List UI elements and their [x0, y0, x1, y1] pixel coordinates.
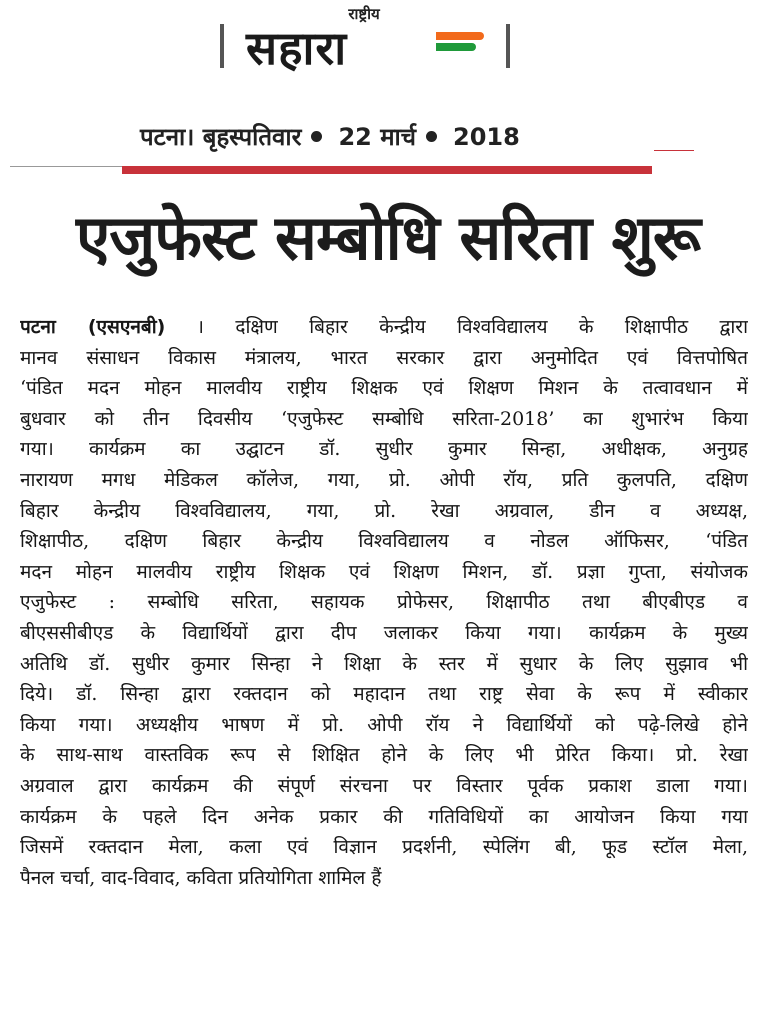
- masthead-big-title: सहारा: [246, 21, 348, 75]
- article-line: किया गया। अध्यक्षीय भाषण में प्रो. ओपी रॉय ने विद्यार्थियों को पढ़े-लिखे होने: [20, 713, 748, 736]
- masthead-small-title: राष्ट्रीय: [348, 5, 380, 23]
- article-line: शिक्षापीठ, दक्षिण बिहार केन्द्रीय विश्वविद्यालय व नोडल ऑफिसर, ‘पंडित: [20, 530, 748, 553]
- article-line: पैनल चर्चा, वाद-विवाद, कविता प्रतियोगिता शामिल हैं: [20, 866, 382, 889]
- bullet-dot-icon: [311, 131, 322, 142]
- article-line: नारायण मगध मेडिकल कॉलेज, गया, प्रो. ओपी रॉय, प्रति कुलपति, दक्षिण: [20, 468, 748, 491]
- article-line: मानव संसाधन विकास मंत्रालय, भारत सरकार द्वारा अनुमोदित एवं वित्तपोषित: [20, 346, 748, 369]
- article-line: ‘पंडित मदन मोहन मालवीय राष्ट्रीय शिक्षक एवं शिक्षण मिशन के तत्वावधान में: [20, 377, 748, 400]
- divider-thin-left: [10, 166, 122, 167]
- article-line: बुधवार को तीन दिवसीय ‘एजुफेस्ट सम्बोधि सरिता-2018’ का शुभारंभ किया: [20, 407, 748, 430]
- article-line: [20, 312, 748, 343]
- article-line: दिये। डॉ. सिन्हा द्वारा रक्तदान को महादान तथा राष्ट्र सेवा के रूप में स्वीकार: [20, 683, 748, 706]
- dateline-day: बृहस्पतिवार: [202, 123, 302, 151]
- article-line-text: । दक्षिण बिहार केन्द्रीय विश्वविद्यालय के शिक्षापीठ द्वारा: [196, 316, 748, 338]
- article-line: गया। कार्यक्रम का उद्घाटन डॉ. सुधीर कुमार सिन्हा, अधीक्षक, अनुग्रह: [20, 438, 748, 461]
- dateline-city: पटना।: [140, 123, 195, 151]
- dateline-date: 22 मार्च: [338, 123, 416, 151]
- article-line: अग्रवाल द्वारा कार्यक्रम की संपूर्ण संरचना पर विस्तार पूर्वक प्रकाश डाला गया।: [20, 774, 748, 797]
- article-line: बीएससीबीएड के विद्यार्थियों द्वारा दीप जलाकर किया गया। कार्यक्रम के मुख्य: [20, 621, 748, 644]
- newspaper-masthead: [218, 0, 510, 80]
- tricolor-flag-icon: [436, 32, 484, 54]
- article-body: [20, 312, 748, 893]
- dateline-year: 2018: [453, 123, 520, 151]
- article-headline: एजुफेस्ट सम्बोधि सरिता शुरू: [76, 201, 700, 274]
- masthead-right-rule: [506, 24, 510, 68]
- article-line: बिहार केन्द्रीय विश्वविद्यालय, गया, प्रो. रेखा अग्रवाल, डीन व अध्यक्ष,: [20, 499, 748, 522]
- article-byline: पटना (एसएनबी): [20, 316, 166, 338]
- article-line: एजुफेस्ट : सम्बोधि सरिता, सहायक प्रोफेसर, शिक्षापीठ तथा बीएबीएड व: [20, 591, 748, 614]
- article-line: मदन मोहन मालवीय राष्ट्रीय शिक्षक एवं शिक्षण मिशन, डॉ. प्रज्ञा गुप्ता, संयोजक: [20, 560, 748, 583]
- divider-red-bar: [122, 166, 652, 174]
- bullet-dot-icon: [426, 131, 437, 142]
- masthead-left-rule: [220, 24, 224, 68]
- article-line: के साथ-साथ वास्तविक रूप से शिक्षित होने के लिए भी प्रेरित किया। प्रो. रेखा: [20, 744, 748, 767]
- dateline: [140, 120, 640, 153]
- divider-thin-right: [654, 150, 694, 151]
- article-line: कार्यक्रम के पहले दिन अनेक प्रकार की गतिविधियों का आयोजन किया गया: [20, 805, 748, 828]
- article-line: जिसमें रक्तदान मेला, कला एवं विज्ञान प्रदर्शनी, स्पेलिंग बी, फूड स्टॉल मेला,: [20, 836, 748, 859]
- article-line: अतिथि डॉ. सुधीर कुमार सिन्हा ने शिक्षा के स्तर में सुधार के लिए सुझाव भी: [20, 652, 748, 675]
